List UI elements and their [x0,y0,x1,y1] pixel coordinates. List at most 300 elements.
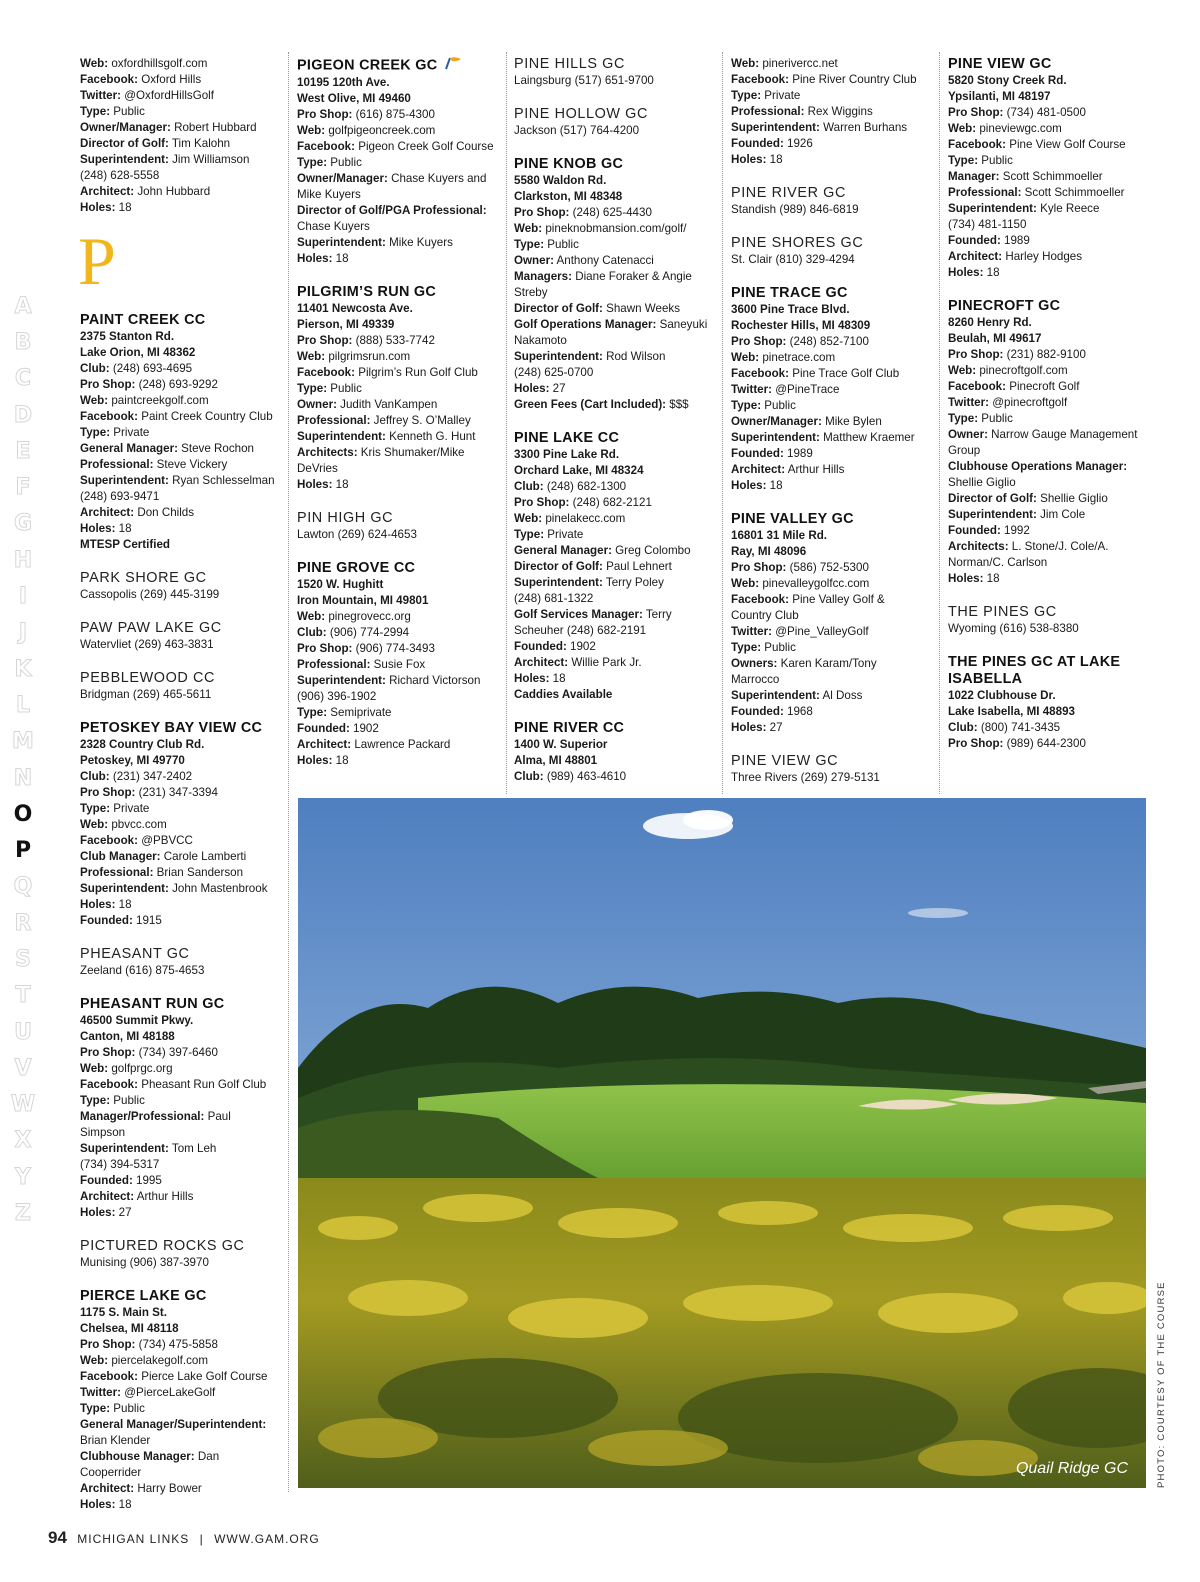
field-value: pinerivercc.net [759,57,838,70]
index-letter-text: F [15,475,31,501]
field-value: Karen Karam/Tony [777,657,877,670]
address-line: 10195 120th Ave. [297,76,390,89]
info-line [948,523,1152,539]
field-label: Facebook: [80,73,138,86]
field-label: Founded: [80,1174,133,1187]
field-value: Public [327,156,362,169]
field-label: Web: [297,350,326,363]
info-line [948,217,1152,233]
course-name-text: PINE TRACE GC [731,285,848,301]
field-value: golfpigeoncreek.com [325,124,436,137]
index-letter-text: Y [15,1164,31,1190]
field-value: Harry Bower [134,1482,202,1495]
field-value: 1989 [1000,234,1030,247]
index-letter-c[interactable] [0,361,46,397]
course-name [80,996,280,1013]
course-entry [514,56,718,89]
index-letter-text: S [15,946,31,972]
index-letter-u[interactable] [0,1014,46,1050]
field-label: Facebook: [731,367,789,380]
field-label: Founded: [731,447,784,460]
field-label: Facebook: [948,138,1006,151]
index-letter-d[interactable] [0,397,46,433]
info-line [731,88,935,104]
info-line [80,1449,280,1465]
field-value: Public [327,382,362,395]
index-letter-p[interactable] [0,832,46,868]
info-line [297,753,501,769]
info-line [948,249,1152,265]
info-line [731,104,935,120]
field-label: Facebook: [731,593,789,606]
field-label: Type: [297,706,328,719]
field-value: Diane Foraker & Angie [572,270,692,283]
field-value: 27 [766,721,783,734]
field-value: Pheasant Run Golf Club [137,1078,267,1091]
info-line [297,397,501,413]
field-label: Managers: [514,270,572,283]
index-letter-text: G [13,511,33,537]
index-letter-a[interactable] [0,288,46,324]
info-line [297,657,501,673]
field-label: Pro Shop: [297,108,353,121]
field-value: (248) 682-1300 [543,480,627,493]
field-label: Superintendent: [731,689,820,702]
field-value: Public [761,641,796,654]
field-value: Paul [204,1110,231,1123]
field-label: Type: [80,1094,111,1107]
info-line [514,655,718,671]
field-label: Director of Golf: [514,302,603,315]
info-line [948,201,1152,217]
course-name [948,654,1152,688]
info-line [514,575,718,591]
course-name [514,720,718,737]
field-label: Holes: [80,1206,116,1219]
field-value: @Pine_ValleyGolf [772,625,869,638]
field-label: Professional: [297,414,371,427]
info-line [948,507,1152,523]
field-value: Arthur Hills [134,1190,194,1203]
entry-continuation [731,56,935,168]
index-letter-w[interactable] [0,1087,46,1123]
course-entry [80,570,280,603]
course-entry [80,1288,280,1513]
field-value: pinegrovecc.org [325,610,411,623]
field-label: Architect: [80,1190,135,1203]
entry-continuation [80,56,280,216]
address-line: 46500 Summit Pkwy. [80,1014,194,1027]
entry-gap [80,553,280,570]
info-line [80,1061,280,1077]
field-value: (248) 693-9292 [135,378,218,391]
course-name [80,312,280,329]
field-label: Pro Shop: [80,786,136,799]
field-label: Facebook: [297,140,355,153]
field-value: Don Childs [134,506,195,519]
field-label: Architect: [80,1482,135,1495]
info-line [80,785,280,801]
field-label: Owner: [297,398,337,411]
course-entry [80,670,280,703]
field-value: Paul Lehnert [602,560,672,573]
field-label: Pro Shop: [514,496,570,509]
course-name [948,56,1152,73]
info-line [731,560,935,576]
index-letter-text: Q [13,874,33,900]
info-line [297,349,501,365]
info-line [80,409,280,425]
field-label: Facebook: [80,834,138,847]
course-location: Standish (989) 846-6819 [731,203,859,216]
field-value: (248) 693-9471 [80,490,160,503]
entry-gap [948,587,1152,604]
index-letter-text: I [18,584,28,610]
field-label: Owner: [948,428,988,441]
field-value: Mike Kuyers [385,236,453,249]
directory-column-5 [948,56,1152,752]
field-value: Brian Sanderson [153,866,244,879]
info-line [297,235,501,251]
course-location: Laingsburg (517) 651-9700 [514,74,654,87]
field-label: Type: [80,802,111,815]
field-value: @PineTrace [772,383,840,396]
entry-gap [80,653,280,670]
course-entry [514,430,718,703]
course-name [80,720,280,737]
index-letter-text: C [14,366,32,392]
info-line [514,543,718,559]
info-line [80,441,280,457]
index-letter-b[interactable] [0,324,46,360]
field-label: General Manager: [80,442,178,455]
field-label: Type: [731,641,762,654]
field-value: John Mastenbrook [168,882,268,895]
index-letter-text: J [18,620,28,646]
index-letter-text: E [15,438,31,464]
alphabet-index [0,288,46,1232]
directory-column-4 [731,56,935,786]
field-value: Tim Kalohn [168,137,231,150]
course-location: Munising (906) 387-3970 [80,1256,209,1269]
field-label: Architect: [80,506,135,519]
field-label: Pro Shop: [948,737,1004,750]
info-line [80,1109,280,1125]
info-line [731,72,935,88]
address-line: Lake Isabella, MI 48893 [948,705,1075,718]
field-value: pinelakecc.com [542,512,626,525]
field-value: Arthur Hills [785,463,845,476]
field-label: Type: [297,156,328,169]
info-line [948,571,1152,587]
info-line [297,251,501,267]
info-line [80,833,280,849]
course-name: PARK SHORE GC [80,570,207,586]
field-label: Superintendent: [948,202,1037,215]
field-label: Owners: [731,657,778,670]
index-letter-g[interactable] [0,506,46,542]
info-line [80,817,280,833]
field-label: Architect: [731,463,786,476]
address-line: Ypsilanti, MI 48197 [948,90,1051,103]
info-line [297,689,501,705]
course-name-text: PINE VALLEY GC [731,511,854,527]
info-line [731,120,935,136]
field-label: Holes: [80,201,116,214]
field-value: pinecroftgolf.com [976,364,1068,377]
info-line [948,459,1152,475]
course-location: Three Rivers (269) 279-5131 [731,771,880,784]
website-link[interactable]: WWW.GAM.ORG [214,1532,320,1546]
index-letter-j[interactable] [0,615,46,651]
info-line [80,1141,280,1157]
index-letter-i[interactable] [0,578,46,614]
index-letter-y[interactable] [0,1159,46,1195]
field-value: Public [110,1094,145,1107]
course-location: Bridgman (269) 465-5611 [80,688,212,701]
field-value: Private [761,89,801,102]
field-value: Dan [194,1450,220,1463]
field-label: Manager: [948,170,1000,183]
field-label: Founded: [297,722,350,735]
course-name [948,298,1152,315]
address-line: 5580 Waldon Rd. [514,174,607,187]
index-letter-q[interactable] [0,869,46,905]
field-value: Public [110,1402,145,1415]
field-value: @PierceLakeGolf [121,1386,216,1399]
field-value: Jeffrey S. O’Malley [370,414,471,427]
index-letter-x[interactable] [0,1123,46,1159]
field-label: Pro Shop: [80,1046,136,1059]
info-line [297,737,501,753]
course-name-text: PINECROFT GC [948,298,1061,314]
entry-gap [514,89,718,106]
info-line [514,365,718,381]
index-letter-l[interactable] [0,687,46,723]
info-line [514,623,718,639]
photo-credit: PHOTO: COURTESY OF THE COURSE [1156,1281,1167,1488]
info-line [514,253,718,269]
info-line [80,1369,280,1385]
course-name: PINE HOLLOW GC [514,106,648,122]
index-letter-z[interactable] [0,1195,46,1231]
info-line [297,139,501,155]
info-line [731,462,935,478]
info-line [948,169,1152,185]
index-letter-e[interactable] [0,433,46,469]
field-label: Superintendent: [731,121,820,134]
info-line [80,184,280,200]
info-line [948,395,1152,411]
info-line [297,721,501,737]
field-label: Club: [514,770,544,783]
info-line [297,429,501,445]
course-entry [514,720,718,785]
field-value: Pilgrim’s Run Golf Club [354,366,478,379]
field-label: Founded: [514,640,567,653]
field-value: Judith VanKampen [336,398,438,411]
field-value: Pine Valley Golf & [788,593,885,606]
field-label: Professional: [297,658,371,671]
info-line [514,349,718,365]
info-line [297,477,501,493]
field-label: Founded: [948,234,1001,247]
column-divider [939,52,940,794]
field-label: Holes: [297,754,333,767]
directory-column-3 [514,56,718,785]
field-value: Kenneth G. Hunt [385,430,476,443]
index-letter-text: A [14,293,32,319]
entry-gap [80,703,280,720]
entry-gap [514,413,718,430]
field-value: Willie Park Jr. [568,656,642,669]
index-letter-s[interactable] [0,941,46,977]
course-location: Cassopolis (269) 445-3199 [80,588,220,601]
course-name: THE PINES GC [948,604,1057,620]
course-name-text: PETOSKEY BAY VIEW CC [80,720,263,736]
course-location: Zeeland (616) 875-4653 [80,964,205,977]
field-value: L. Stone/J. Cole/A. [1008,540,1109,553]
address-line: 3300 Pine Lake Rd. [514,448,620,461]
course-name [514,156,718,173]
field-label: Professional: [948,186,1022,199]
entry-gap [731,218,935,235]
info-line [514,221,718,237]
field-value: 18 [115,1498,132,1511]
field-label: Superintendent: [80,474,169,487]
field-label: Owner/Manager: [80,121,171,134]
info-line [297,445,501,461]
info-line [80,72,280,88]
info-line [731,640,935,656]
field-label: Type: [948,412,979,425]
course-name: PINE VIEW GC [731,753,839,769]
course-name-text: PHEASANT RUN GC [80,996,225,1012]
field-value: Public [978,154,1013,167]
field-value: pilgrimsrun.com [325,350,411,363]
field-value: Streby [514,286,548,299]
field-value: Al Doss [819,689,863,702]
info-line [514,591,718,607]
course-entry [948,298,1152,587]
course-location: Jackson (517) 764-4200 [514,124,640,137]
index-letter-text: U [14,1019,32,1045]
column-divider [506,52,507,794]
field-label: Architect: [80,185,135,198]
field-value: Rex Wiggins [804,105,873,118]
info-line [514,397,718,413]
info-line [80,1497,280,1513]
info-line [948,153,1152,169]
info-line [80,1481,280,1497]
info-line [80,1157,280,1173]
index-letter-r[interactable] [0,905,46,941]
field-value: (888) 533-7742 [352,334,435,347]
field-value: Jim Cole [1036,508,1086,521]
field-label: Web: [80,818,109,831]
index-letter-text: D [13,402,33,428]
field-value: Ryan Schlesselman [168,474,275,487]
field-value: 1992 [1000,524,1030,537]
field-value: Shawn Weeks [602,302,681,315]
field-value: (906) 396-1902 [297,690,377,703]
index-letter-o[interactable] [0,796,46,832]
course-name: PAW PAW LAKE GC [80,620,222,636]
index-letter-m[interactable] [0,724,46,760]
field-value: (231) 347-3394 [135,786,218,799]
address-line: Alma, MI 48801 [514,754,598,767]
entry-gap [80,979,280,996]
info-line [297,625,501,641]
field-value: golfprgc.org [108,1062,173,1075]
course-entry [948,604,1152,637]
field-value: pineviewgc.com [976,122,1062,135]
field-value: Mike Kuyers [297,188,361,201]
entry-gap [80,1271,280,1288]
index-letter-f[interactable] [0,469,46,505]
info-line [514,495,718,511]
index-letter-text: N [13,765,33,791]
address-line: 11401 Newcosta Ave. [297,302,413,315]
field-value: (248) 681-1322 [514,592,594,605]
field-label: Golf Services Manager: [514,608,643,621]
field-label: Architects: [297,446,358,459]
field-value: Saneyuki [656,318,708,331]
entry-gap [948,281,1152,298]
field-value: Private [544,528,584,541]
course-entry [297,510,501,543]
column-divider [288,52,289,1492]
index-letter-text: X [14,1128,32,1154]
field-label: Founded: [948,524,1001,537]
directory-column-2 [297,56,501,769]
field-label: Superintendent: [514,576,603,589]
info-line [80,1205,280,1221]
course-entry [948,654,1152,752]
info-line [297,187,501,203]
field-value: Steve Vickery [153,458,228,471]
field-value: 1989 [783,447,813,460]
course-name-text: PILGRIM’S RUN GC [297,284,437,300]
field-value: Chase Kuyers [297,220,370,233]
field-label: Architects: [948,540,1009,553]
field-value: Pine Trace Golf Club [788,367,900,380]
info-line [731,576,935,592]
field-label: Web: [80,1062,109,1075]
index-letter-v[interactable] [0,1050,46,1086]
field-value: @OxfordHillsGolf [121,89,214,102]
info-line [514,479,718,495]
index-letter-n[interactable] [0,760,46,796]
index-letter-k[interactable] [0,651,46,687]
info-line [80,1401,280,1417]
field-value: 1902 [349,722,379,735]
info-line [514,527,718,543]
field-label: Twitter: [948,396,990,409]
info-line [731,366,935,382]
field-value: (734) 397-6460 [135,1046,218,1059]
field-value: Marrocco [731,673,780,686]
index-letter-t[interactable] [0,978,46,1014]
entry-gap [948,637,1152,654]
field-label: Owner/Manager: [297,172,388,185]
course-entry [731,285,935,494]
course-entry [80,1238,280,1271]
course-entry [297,560,501,769]
course-name [731,511,935,528]
course-entry [731,185,935,218]
index-letter-h[interactable] [0,542,46,578]
